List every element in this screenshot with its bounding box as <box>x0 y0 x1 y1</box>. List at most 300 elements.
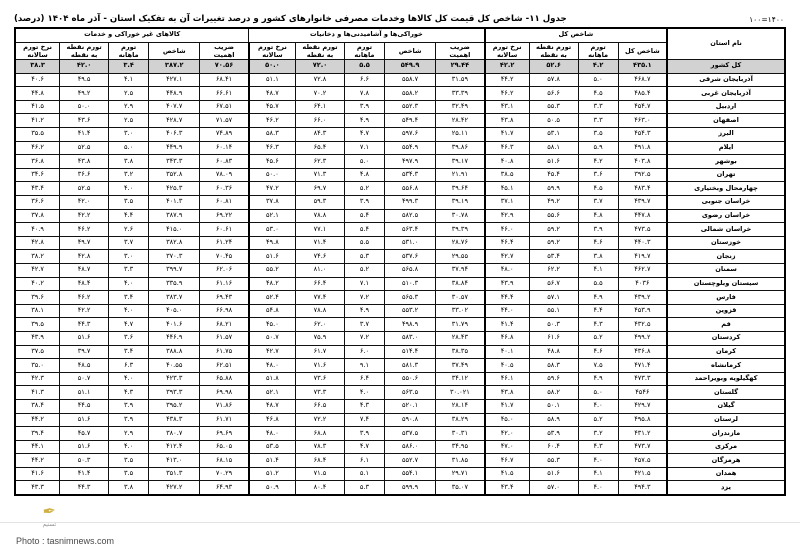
cell-nonfood_annual: ۴۱.۵ <box>15 100 60 114</box>
cell-nonfood_point: ۳۹.۷ <box>60 345 109 359</box>
cell-nonfood_zarib: ۶۱.۲۴ <box>200 236 249 250</box>
table-row <box>15 318 785 332</box>
cell-nonfood_annual: ۳۶.۶ <box>15 196 60 210</box>
cell-total_annual: ۳۷.۱ <box>485 196 530 210</box>
cell-food_zarib: ۳۴.۹۵ <box>436 440 485 454</box>
group-header-total: شاخص کل <box>485 28 667 42</box>
cell-total_monthly: ۴.۸ <box>578 209 618 223</box>
cell-total_point: ۵۷.۸ <box>529 73 578 87</box>
cell-nonfood_point: ۴۲.۲ <box>60 209 109 223</box>
cell-nonfood_annual: ۳۹.۵ <box>15 318 60 332</box>
cell-food_monthly: ۳.۹ <box>344 427 384 441</box>
cell-nonfood_point: ۴۱.۴ <box>60 467 109 481</box>
cell-nonfood_monthly: ۲.۹ <box>109 100 149 114</box>
cell-nonfood_shakhes: ۴۰۱.۶ <box>149 318 200 332</box>
province-cell: کرمانشاه <box>667 359 785 373</box>
cell-food_annual: ۴۸.۲ <box>249 277 296 291</box>
cell-total_point: ۵۹.۲ <box>529 236 578 250</box>
cell-nonfood_monthly: ۲.۶ <box>109 223 149 237</box>
cell-food_annual: ۵۲.۱ <box>249 209 296 223</box>
cell-nonfood_monthly: ۲.۵ <box>109 114 149 128</box>
cell-food_zarib: ۲۹.۵۵ <box>436 250 485 264</box>
cell-total_annual: ۴۰.۱ <box>485 345 530 359</box>
cell-food_annual: ۴۶.۸ <box>249 413 296 427</box>
table-row <box>15 196 785 210</box>
cell-total_monthly: ۴.۴ <box>578 304 618 318</box>
table-row <box>15 100 785 114</box>
cell-food_shakhes: ۵۳۱.۰ <box>385 236 436 250</box>
cell-nonfood_point: ۵۱.۶ <box>60 413 109 427</box>
cell-nonfood_point: ۴۶.۲ <box>60 291 109 305</box>
price-index-table <box>14 27 786 496</box>
cell-nonfood_annual: ۴۴.۸ <box>15 87 60 101</box>
cell-nonfood_shakhes: ۴۰۵.۰ <box>149 304 200 318</box>
cell-nonfood_zarib: ۶۹.۶۹ <box>200 427 249 441</box>
cell-total_shakhes: ۴۲۹.۷ <box>618 399 667 413</box>
header-province: نام استان <box>667 28 785 60</box>
province-cell: گلستان <box>667 386 785 400</box>
cell-total_monthly: ۴.۳ <box>578 440 618 454</box>
cell-nonfood_shakhes: ۴۱۳.۰ <box>149 454 200 468</box>
cell-nonfood_point: ۴۱.۴ <box>60 128 109 142</box>
cell-nonfood_annual: ۴۰.۶ <box>15 73 60 87</box>
pen-icon: ✒ <box>41 500 57 522</box>
cell-food_monthly: ۵.۱ <box>344 467 384 481</box>
table-row <box>15 454 785 468</box>
cell-food_annual: ۵۴.۸ <box>249 304 296 318</box>
cell-total_annual: ۴۶.۸ <box>485 331 530 345</box>
province-cell: تهران <box>667 168 785 182</box>
province-cell: خراسان جنوبی <box>667 196 785 210</box>
cell-food_point: ۸۰.۴ <box>296 481 345 495</box>
cell-nonfood_point: ۵۰.۷ <box>60 372 109 386</box>
cell-nonfood_annual: ۳۷.۵ <box>15 345 60 359</box>
cell-total_shakhes: ۴۴۷.۸ <box>618 209 667 223</box>
cell-total_monthly: ۳.۶ <box>578 168 618 182</box>
cell-total_monthly: ۴.۵ <box>578 87 618 101</box>
table-row <box>15 345 785 359</box>
cell-food_annual: ۵۳.۵ <box>249 440 296 454</box>
province-cell: هرمزگان <box>667 454 785 468</box>
cell-nonfood_zarib: ۶۹.۴۳ <box>200 291 249 305</box>
cell-food_monthly: ۷.۸ <box>344 87 384 101</box>
cell-food_zarib: ۳۹.۱۷ <box>436 155 485 169</box>
cell-total_shakhes: ۴۷۳.۳ <box>618 372 667 386</box>
cell-total_annual: ۴۳.۸ <box>485 114 530 128</box>
cell-nonfood_zarib: ۷۴.۸۹ <box>200 128 249 142</box>
cell-nonfood_point: ۴۲.۰ <box>60 60 109 74</box>
cell-nonfood_monthly: ۳.۹ <box>109 413 149 427</box>
cell-total_point: ۵۸.۳ <box>529 359 578 373</box>
cell-nonfood_point: ۴۳.۶ <box>60 114 109 128</box>
cell-food_zarib: ۳۰.۵۷ <box>436 291 485 305</box>
cell-nonfood_monthly: ۴.۰ <box>109 440 149 454</box>
table-row <box>15 263 785 277</box>
cell-food_annual: ۵۰.۰ <box>249 60 296 74</box>
cell-nonfood_zarib: ۷۸.۰۹ <box>200 168 249 182</box>
table-row <box>15 359 785 373</box>
cell-total_annual: ۴۰.۵ <box>485 359 530 373</box>
cell-nonfood_point: ۴۴.۳ <box>60 318 109 332</box>
cell-food_shakhes: ۵۶۳.۴ <box>385 223 436 237</box>
cell-food_point: ۷۱.۵ <box>296 467 345 481</box>
cell-total_monthly: ۴.۲ <box>578 60 618 74</box>
cell-food_point: ۵۹.۳ <box>296 196 345 210</box>
province-cell: کردستان <box>667 331 785 345</box>
cell-total_point: ۵۰.۱ <box>529 399 578 413</box>
cell-food_shakhes: ۵۱۴.۴ <box>385 345 436 359</box>
cell-food_annual: ۵۱.۶ <box>249 250 296 264</box>
cell-food_shakhes: ۵۶۵.۸ <box>385 263 436 277</box>
cell-nonfood_shakhes: ۴۲۸.۷ <box>149 114 200 128</box>
province-cell: قزوین <box>667 304 785 318</box>
table-row <box>15 277 785 291</box>
cell-total_point: ۴۵.۴ <box>529 168 578 182</box>
cell-food_point: ۶۱.۷ <box>296 345 345 359</box>
cell-total_shakhes: ۴۹۵.۸ <box>618 413 667 427</box>
cell-nonfood_point: ۴۲.۸ <box>60 250 109 264</box>
cell-nonfood_shakhes: ۴۴۸.۹ <box>149 87 200 101</box>
cell-food_zarib: ۳۰.۳۱ <box>436 427 485 441</box>
cell-nonfood_annual: ۳۸.۴ <box>15 399 60 413</box>
header-nonfood-zarib: ضریب اهمیت <box>200 42 249 59</box>
cell-food_annual: ۴۶.۳ <box>249 141 296 155</box>
cell-total_annual: ۴۵.۱ <box>485 182 530 196</box>
cell-nonfood_monthly: ۳.۵ <box>109 467 149 481</box>
cell-food_shakhes: ۵۳۴.۳ <box>385 168 436 182</box>
cell-total_point: ۵۱.۶ <box>529 155 578 169</box>
cell-food_annual: ۵۱.۸ <box>249 372 296 386</box>
cell-total_point: ۵۷.۱ <box>529 291 578 305</box>
cell-food_monthly: ۴.۰ <box>344 386 384 400</box>
cell-nonfood_point: ۴۹.۲ <box>60 87 109 101</box>
watermark-label: تسنیم <box>42 522 56 528</box>
cell-nonfood_monthly: ۳.۰ <box>109 250 149 264</box>
cell-nonfood_shakhes: ۳۷۰.۳ <box>149 250 200 264</box>
cell-nonfood_zarib: ۶۰.۸۱ <box>200 196 249 210</box>
cell-total_shakhes: ۴۵۳.۹ <box>618 304 667 318</box>
table-row <box>15 399 785 413</box>
table-row <box>15 467 785 481</box>
cell-food_shakhes: ۵۹۹.۹ <box>385 481 436 495</box>
cell-nonfood_zarib: ۶۹.۹۸ <box>200 386 249 400</box>
cell-total_point: ۵۵.۳ <box>529 100 578 114</box>
cell-nonfood_point: ۴۴.۵ <box>60 399 109 413</box>
cell-nonfood_zarib: ۶۵.۰۵ <box>200 440 249 454</box>
cell-nonfood_zarib: ۶۵.۸۸ <box>200 372 249 386</box>
cell-nonfood_monthly: ۳.۷ <box>109 236 149 250</box>
cell-nonfood_shakhes: ۴۰۶.۳ <box>149 128 200 142</box>
cell-nonfood_shakhes: ۴۰۱.۳ <box>149 196 200 210</box>
cell-food_monthly: ۴.۹ <box>344 114 384 128</box>
cell-total_monthly: ۴.۰ <box>578 481 618 495</box>
cell-nonfood_shakhes: ۳۳۵.۹ <box>149 277 200 291</box>
cell-nonfood_annual: ۴۳.۹ <box>15 331 60 345</box>
province-cell: خراسان شمالی <box>667 223 785 237</box>
cell-food_point: ۷۸.۸ <box>296 209 345 223</box>
cell-total_shakhes: ۴۰۳.۸ <box>618 155 667 169</box>
header-nonfood-shakhes: شاخص <box>149 42 200 59</box>
cell-food_point: ۷۴.۶ <box>296 250 345 264</box>
cell-nonfood_shakhes: ۳۸۳.۷ <box>149 291 200 305</box>
cell-food_shakhes: ۵۳۷.۵ <box>385 427 436 441</box>
cell-total_shakhes: ۴۵۴.۳ <box>618 128 667 142</box>
cell-total_annual: ۴۶.۰ <box>485 223 530 237</box>
cell-total_monthly: ۴.۲ <box>578 155 618 169</box>
cell-nonfood_point: ۴۶.۲ <box>60 223 109 237</box>
cell-nonfood_zarib: ۶۶.۶۱ <box>200 87 249 101</box>
cell-total_shakhes: ۴۶۲.۷ <box>618 263 667 277</box>
cell-food_zarib: ۳۸.۸۴ <box>436 277 485 291</box>
province-cell: همدان <box>667 467 785 481</box>
header-total-annual: نرخ تورم سالانه <box>485 42 530 59</box>
cell-nonfood_monthly: ۳.۴ <box>109 60 149 74</box>
cell-food_annual: ۴۵.۰ <box>249 318 296 332</box>
cell-nonfood_shakhes: ۳۹۹.۷ <box>149 263 200 277</box>
cell-total_shakhes: ۴۷۱.۴ <box>618 359 667 373</box>
cell-total_annual: ۴۷.۰ <box>485 440 530 454</box>
cell-nonfood_zarib: ۶۴.۹۳ <box>200 481 249 495</box>
cell-nonfood_annual: ۴۴.۱ <box>15 440 60 454</box>
cell-food_annual: ۳۷.۸ <box>249 196 296 210</box>
cell-nonfood_monthly: ۴.۷ <box>109 318 149 332</box>
cell-total_point: ۵۳.۱ <box>529 128 578 142</box>
cell-nonfood_annual: ۳۴.۶ <box>15 168 60 182</box>
cell-food_monthly: ۹.۱ <box>344 359 384 373</box>
cell-food_point: ۷۰.۲ <box>296 87 345 101</box>
cell-food_monthly: ۵.۴ <box>344 209 384 223</box>
cell-total_point: ۵۰.۵ <box>529 114 578 128</box>
cell-total_monthly: ۵.۲ <box>578 413 618 427</box>
cell-nonfood_point: ۴۲.۲ <box>60 304 109 318</box>
cell-nonfood_monthly: ۴.۱ <box>109 73 149 87</box>
cell-nonfood_monthly: ۳.۸ <box>109 481 149 495</box>
cell-total_shakhes: ۳۹۲.۵ <box>618 168 667 182</box>
cell-food_point: ۷۵.۹ <box>296 331 345 345</box>
cell-food_annual: ۵۱.۴ <box>249 454 296 468</box>
cell-food_zarib: ۳۳.۰۲ <box>436 304 485 318</box>
cell-food_zarib: ۳۱.۵۹ <box>436 73 485 87</box>
cell-food_zarib: ۲۸.۱۴ <box>436 399 485 413</box>
cell-food_shakhes: ۵۵۴.۱ <box>385 467 436 481</box>
cell-nonfood_monthly: ۴.۰ <box>109 277 149 291</box>
cell-food_shakhes: ۵۵۴.۹ <box>385 141 436 155</box>
cell-food_monthly: ۴.۸ <box>344 168 384 182</box>
cell-food_shakhes: ۵۵۸.۲ <box>385 87 436 101</box>
cell-total_monthly: ۴.۱ <box>578 467 618 481</box>
cell-food_monthly: ۵.۴ <box>344 223 384 237</box>
cell-total_shakhes: ۴۳۵.۱ <box>618 60 667 74</box>
header-food-annual: نرخ تورم سالانه <box>249 42 296 59</box>
cell-nonfood_shakhes: ۴۱۵.۰ <box>149 223 200 237</box>
cell-nonfood_annual: ۴۱.۶ <box>15 467 60 481</box>
cell-food_zarib: ۳۱.۷۹ <box>436 318 485 332</box>
cell-food_zarib: ۲۸.۷۶ <box>436 236 485 250</box>
cell-food_shakhes: ۵۶۳.۵ <box>385 386 436 400</box>
cell-total_monthly: ۳.۳ <box>578 114 618 128</box>
cell-food_annual: ۵۱.۱ <box>249 73 296 87</box>
cell-total_point: ۵۸.۹ <box>529 413 578 427</box>
cell-food_point: ۸۱.۰ <box>296 263 345 277</box>
province-cell: اردبیل <box>667 100 785 114</box>
cell-nonfood_point: ۵۰.۰ <box>60 100 109 114</box>
cell-nonfood_point: ۵۱.۱ <box>60 386 109 400</box>
cell-nonfood_monthly: ۲.۵ <box>109 87 149 101</box>
cell-food_zarib: ۳۲.۴۹ <box>436 100 485 114</box>
cell-food_point: ۷۱.۳ <box>296 168 345 182</box>
province-cell: آذربایجان غربی <box>667 87 785 101</box>
cell-nonfood_zarib: ۷۰.۵۶ <box>200 60 249 74</box>
cell-nonfood_point: ۴۵.۷ <box>60 427 109 441</box>
cell-nonfood_zarib: ۶۲.۰۶ <box>200 263 249 277</box>
table-row <box>15 236 785 250</box>
cell-nonfood_shakhes: ۳۹۳.۳ <box>149 386 200 400</box>
cell-food_shakhes: ۵۹۷.۶ <box>385 128 436 142</box>
cell-nonfood_annual: ۳۵.۰ <box>15 359 60 373</box>
header-nonfood-annual: نرخ تورم سالانه <box>15 42 60 59</box>
table-row <box>15 209 785 223</box>
cell-nonfood_point: ۴۸.۴ <box>60 277 109 291</box>
cell-nonfood_shakhes: ۴۴۶.۹ <box>149 331 200 345</box>
cell-food_zarib: ۳۰.۷۸ <box>436 209 485 223</box>
cell-nonfood_shakhes: ۳۹۵.۲ <box>149 399 200 413</box>
cell-total_annual: ۴۰.۸ <box>485 155 530 169</box>
cell-total_monthly: ۴.۹ <box>578 372 618 386</box>
cell-nonfood_monthly: ۶.۳ <box>109 359 149 373</box>
cell-nonfood_monthly: ۳.۳ <box>109 263 149 277</box>
cell-food_monthly: ۵.۳ <box>344 481 384 495</box>
footer <box>0 500 800 557</box>
cell-nonfood_shakhes: ۳۸۷.۹ <box>149 209 200 223</box>
cell-nonfood_annual: ۳۶.۸ <box>15 155 60 169</box>
cell-total_shakhes: ۴۷۳.۷ <box>618 440 667 454</box>
cell-total_monthly: ۴.۳ <box>578 318 618 332</box>
cell-nonfood_monthly: ۳.۸ <box>109 155 149 169</box>
cell-nonfood_annual: ۴۱.۳ <box>15 386 60 400</box>
cell-nonfood_monthly: ۵.۰ <box>109 141 149 155</box>
cell-nonfood_annual: ۳۹.۶ <box>15 291 60 305</box>
cell-total_monthly: ۵.۵ <box>578 277 618 291</box>
cell-total_annual: ۴۳.۱ <box>485 100 530 114</box>
province-cell: کل کشور <box>667 60 785 74</box>
cell-total_point: ۶۱.۶ <box>529 331 578 345</box>
cell-nonfood_point: ۴۳.۸ <box>60 155 109 169</box>
cell-total_annual: ۴۱.۷ <box>485 399 530 413</box>
province-cell: ایلام <box>667 141 785 155</box>
cell-nonfood_shakhes: ۴۱۲.۴ <box>149 440 200 454</box>
cell-food_point: ۶۸.۴ <box>296 454 345 468</box>
cell-food_monthly: ۶.۰ <box>344 345 384 359</box>
cell-nonfood_zarib: ۶۸.۱۵ <box>200 454 249 468</box>
cell-total_shakhes: ۴۶۸.۷ <box>618 73 667 87</box>
province-cell: گیلان <box>667 399 785 413</box>
cell-total_annual: ۴۸.۰ <box>485 263 530 277</box>
cell-food_annual: ۵۱.۲ <box>249 467 296 481</box>
cell-total_monthly: ۳.۸ <box>578 250 618 264</box>
cell-total_monthly: ۳.۹ <box>578 223 618 237</box>
cell-total_point: ۴۹.۲ <box>529 196 578 210</box>
cell-nonfood_zarib: ۶۱.۷۱ <box>200 413 249 427</box>
cell-food_zarib: ۲۱.۹۱ <box>436 168 485 182</box>
cell-total_shakhes: ۴۹۴.۳ <box>618 481 667 495</box>
watermark <box>14 500 57 531</box>
cell-total_point: ۵۸.۱ <box>529 141 578 155</box>
cell-nonfood_shakhes: ۴۲۵.۳ <box>149 182 200 196</box>
cell-food_shakhes: ۵۳۷.۶ <box>385 250 436 264</box>
cell-nonfood_shakhes: ۳۸۷.۲ <box>149 60 200 74</box>
table-body <box>15 60 785 496</box>
cell-food_shakhes: ۵۵۳.۲ <box>385 304 436 318</box>
cell-food_point: ۸۴.۳ <box>296 128 345 142</box>
cell-nonfood_point: ۵۱.۶ <box>60 331 109 345</box>
cell-nonfood_shakhes: ۳۸۲.۸ <box>149 236 200 250</box>
table-row <box>15 427 785 441</box>
cell-food_point: ۶۶.۵ <box>296 399 345 413</box>
cell-total_monthly: ۷.۵ <box>578 359 618 373</box>
group-header-nonfood: کالاهای غیر خوراکی و خدمات <box>15 28 249 42</box>
cell-total_shakhes: ۴۶۳.۰ <box>618 114 667 128</box>
cell-total_annual: ۴۲.۹ <box>485 209 530 223</box>
cell-nonfood_zarib: ۷۰.۲۹ <box>200 467 249 481</box>
cell-total_annual: ۴۶.۲ <box>485 87 530 101</box>
cell-total_shakhes: ۴۷۳.۵ <box>618 223 667 237</box>
cell-nonfood_zarib: ۶۱.۷۵ <box>200 345 249 359</box>
cell-total_point: ۶۲.۲ <box>529 263 578 277</box>
cell-food_point: ۷۱.۶ <box>296 359 345 373</box>
cell-food_shakhes: ۵۵۲.۳ <box>385 100 436 114</box>
province-cell: خراسان رضوی <box>667 209 785 223</box>
cell-total_monthly: ۳.۵ <box>578 128 618 142</box>
cell-total_annual: ۴۴.۰ <box>485 304 530 318</box>
cell-food_monthly: ۴.۹ <box>344 304 384 318</box>
cell-nonfood_shakhes: ۴۲۷.۲ <box>149 481 200 495</box>
cell-total_monthly: ۴.۱ <box>578 263 618 277</box>
table-container <box>0 27 800 496</box>
cell-nonfood_point: ۵۲.۵ <box>60 182 109 196</box>
cell-total_shakhes: ۴۵۴۶ <box>618 386 667 400</box>
cell-total_shakhes: ۴۸۳.۴ <box>618 182 667 196</box>
cell-total_shakhes: ۴۳۱.۲ <box>618 427 667 441</box>
cell-nonfood_monthly: ۴.۴ <box>109 209 149 223</box>
cell-nonfood_point: ۵۱.۶ <box>60 440 109 454</box>
cell-total_annual: ۴۲.۰ <box>485 427 530 441</box>
cell-nonfood_monthly: ۴.۰ <box>109 182 149 196</box>
cell-food_monthly: ۵.۵ <box>344 236 384 250</box>
cell-total_point: ۵۶.۶ <box>529 87 578 101</box>
cell-nonfood_point: ۴۴.۳ <box>60 481 109 495</box>
cell-nonfood_point: ۴۹.۵ <box>60 73 109 87</box>
cell-food_point: ۶۲.۰ <box>296 318 345 332</box>
cell-nonfood_shakhes: ۳۸۸.۸ <box>149 345 200 359</box>
cell-food_annual: ۴۹.۸ <box>249 236 296 250</box>
cell-nonfood_annual: ۴۲.۳ <box>15 372 60 386</box>
cell-nonfood_monthly: ۴.۰ <box>109 304 149 318</box>
cell-food_monthly: ۶.۴ <box>344 372 384 386</box>
cell-food_monthly: ۴.۷ <box>344 128 384 142</box>
cell-nonfood_zarib: ۶۸.۴۱ <box>200 73 249 87</box>
cell-food_zarib: ۳۹.۱۹ <box>436 196 485 210</box>
cell-food_monthly: ۷.۱ <box>344 141 384 155</box>
cell-food_zarib: ۲۸.۴۳ <box>436 331 485 345</box>
cell-total_annual: ۴۴.۲ <box>485 73 530 87</box>
cell-total_point: ۵۹.۲ <box>529 223 578 237</box>
cell-nonfood_point: ۴۸.۷ <box>60 263 109 277</box>
table-row <box>15 481 785 495</box>
cell-nonfood_annual: ۴۴.۲ <box>15 454 60 468</box>
cell-total_annual: ۴۵.۰ <box>485 413 530 427</box>
cell-food_shakhes: ۵۴۹.۴ <box>385 114 436 128</box>
cell-food_point: ۶۹.۷ <box>296 182 345 196</box>
